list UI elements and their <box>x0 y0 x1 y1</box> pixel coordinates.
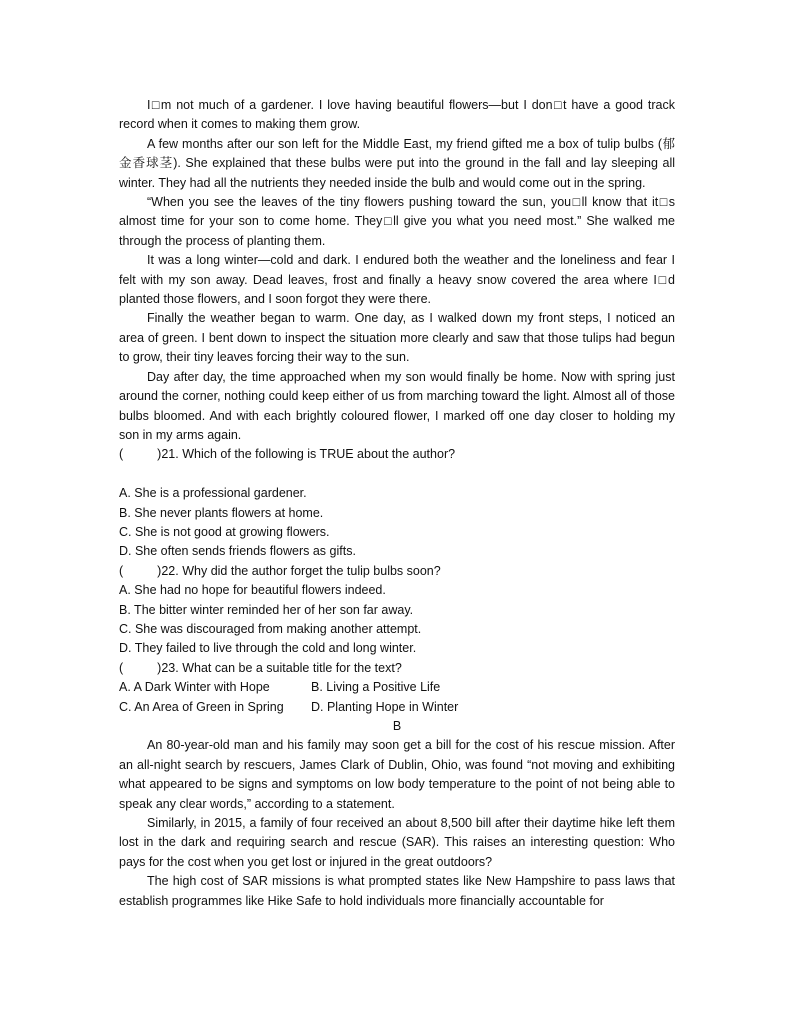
answer-blank-close: ) <box>157 660 162 675</box>
spacer <box>119 465 675 484</box>
option-c[interactable]: C. She is not good at growing flowers. <box>119 524 330 539</box>
passage-a-paragraph: A few months after our son left for the Middle East, my friend gifted me a box of tulip bulbs (郁金香球茎). She explained that these bulbs were put into the ground in the fall and lay sleeping all winter. They had all the nutrients they needed inside the bulb and would come out in the spring. <box>119 136 675 190</box>
option-b[interactable]: B. Living a Positive Life <box>311 680 441 695</box>
passage-a-paragraph: Finally the weather began to warm. One day, as I walked down my front steps, I noticed an area of green. I bent down to inspect the situation more clearly and saw that those tulips had begun to grow, their tiny leaves forcing their way to the sun. <box>119 311 675 365</box>
option-b[interactable]: B. She never plants flowers at home. <box>119 505 324 520</box>
question-text: What can be a suitable title for the text? <box>182 660 402 675</box>
question-stem <box>119 445 675 464</box>
document-page <box>119 96 675 911</box>
question-stem <box>119 562 675 581</box>
question-number: 22. <box>161 563 179 578</box>
answer-blank-close: ) <box>157 447 162 462</box>
passage-a <box>119 96 675 445</box>
passage-a-paragraph: It was a long winter—cold and dark. I endured both the weather and the loneliness and fear I felt with my son away. Dead leaves, frost and finally a heavy snow covered the area where I□d planted those flowers, and I soon forgot they were there. <box>119 253 675 307</box>
question-number: 23. <box>161 660 179 675</box>
answer-blank-close: ) <box>157 563 162 578</box>
answer-blank-open: ( <box>119 563 124 578</box>
option-d[interactable]: D. Planting Hope in Winter <box>311 699 459 714</box>
option-a[interactable]: A. A Dark Winter with Hope <box>119 680 270 695</box>
passage-b-paragraph: Similarly, in 2015, a family of four received an about 8,500 bill after their daytime hike left them lost in the dark and requiring search and rescue (SAR). This raises an interesting question: Who pays for the cost when you get lost or injured in the great outdoors? <box>119 816 675 869</box>
question-22 <box>119 562 675 659</box>
passage-b-paragraph: An 80-year-old man and his family may soon get a bill for the cost of his rescue mission. After an all-night search by rescuers, James Clark of Dublin, Ohio, was found “not moving and exhibiting what appeared to be signs and symptoms on low body temperature to the point of not being able to speak any clear words,” according to a statement. <box>119 738 675 811</box>
answer-blank-open: ( <box>119 447 124 462</box>
option-a[interactable]: A. She is a professional gardener. <box>119 486 307 501</box>
answer-blank-open: ( <box>119 660 124 675</box>
question-text: Which of the following is TRUE about the author? <box>182 447 456 462</box>
option-d[interactable]: D. She often sends friends flowers as gifts. <box>119 544 356 559</box>
passage-a-paragraph: I□m not much of a gardener. I love having beautiful flowers—but I don□t have a good track record when it comes to making them grow. <box>119 98 675 132</box>
question-number: 21. <box>161 447 179 462</box>
option-b[interactable]: B. The bitter winter reminded her of her son far away. <box>119 602 414 617</box>
option-d[interactable]: D. They failed to live through the cold and long winter. <box>119 641 417 656</box>
question-21 <box>119 445 675 561</box>
passage-b-paragraph: The high cost of SAR missions is what prompted states like New Hampshire to pass laws that establish programmes like Hike Safe to hold individuals more financially accountable for <box>119 874 675 908</box>
passage-b <box>119 717 675 911</box>
option-c[interactable]: C. An Area of Green in Spring <box>119 699 284 714</box>
section-label: B <box>392 718 402 733</box>
passage-a-paragraph: “When you see the leaves of the tiny flowers pushing toward the sun, you□ll know that it□s almost time for your son to come home. They□ll give you what you need most.” She walked me through the process of planting them. <box>119 195 675 248</box>
option-row <box>119 678 675 697</box>
option-row <box>119 698 675 717</box>
option-a[interactable]: A. She had no hope for beautiful flowers indeed. <box>119 583 386 598</box>
passage-a-paragraph: Day after day, the time approached when my son would finally be home. Now with spring just around the corner, nothing could keep either of us from marching toward the light. Almost all of those bulbs bloomed. And with each brightly coloured flower, I marked off one day closer to holding my son in my arms again. <box>119 369 675 442</box>
option-c[interactable]: C. She was discouraged from making another attempt. <box>119 621 422 636</box>
question-text: Why did the author forget the tulip bulbs soon? <box>182 563 441 578</box>
question-stem <box>119 659 675 678</box>
question-23 <box>119 659 675 717</box>
